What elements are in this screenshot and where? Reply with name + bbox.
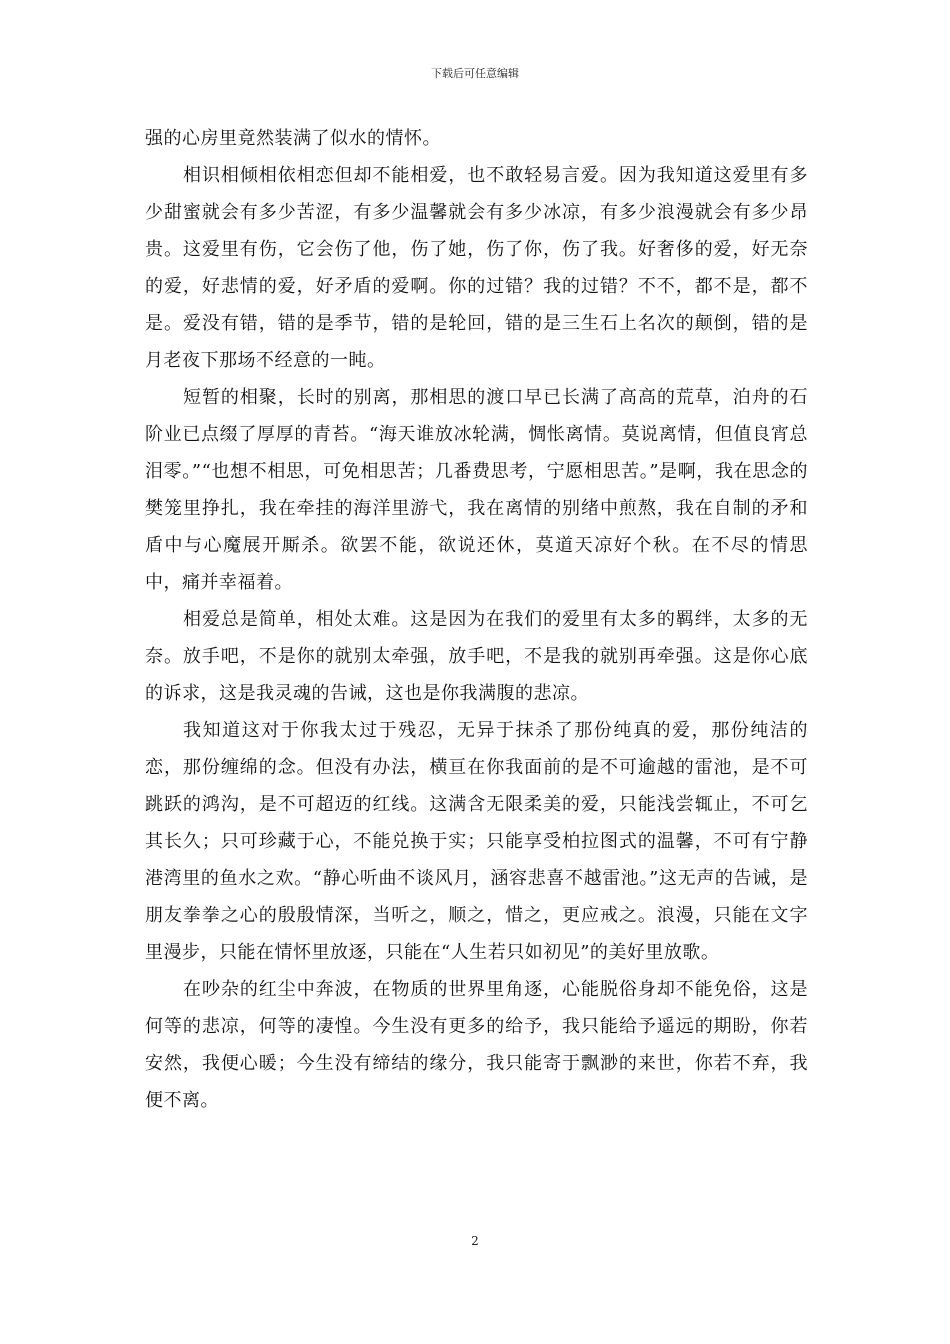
paragraph: 短暂的相聚，长时的别离，那相思的渡口早已长满了高高的荒草，泊舟的石阶业已点缀了厚厚的青苔。“海天谁放冰轮满，惆怅离情。莫说离情，但值良宵总泪零。”“也想不相思，可免相思苦；几番费思考，宁愿相思苦。”是啊，我在思念的樊笼里挣扎，我在牵挂的海洋里游弋，我在离情的别绪中煎熬，我在自制的矛和盾中与心魔展开厮杀。欲罢不能，欲说还休，莫道天凉好个秋。在不尽的情思中，痛并幸福着。 (145, 387, 808, 593)
paragraph: 我知道这对于你我太过于残忍，无异于抹杀了那份纯真的爱，那份纯洁的恋，那份缠绵的念。但没有办法，横亘在你我面前的是不可逾越的雷池，是不可跳跃的鸿沟，是不可超迈的红线。这满含无限柔美的爱，只能浅尝辄止，不可乞其长久；只可珍藏于心，不能兑换于实；只能享受柏拉图式的温馨，不可有宁静港湾里的鱼水之欢。“静心听曲不谈风月，涵容悲喜不越雷池。”这无声的告诫，是朋友拳拳之心的殷殷情深，当听之，顺之，惜之，更应戒之。浪漫，只能在文字里漫步，只能在情怀里放逐，只能在“人生若只如初见”的美好里放歌。 (145, 720, 808, 963)
document-body (145, 120, 808, 1119)
paragraph: 在吵杂的红尘中奔波，在物质的世界里角逐，心能脱俗身却不能免俗，这是何等的悲凉，何等的凄惶。今生没有更多的给予，我只能给予遥远的期盼，你若安然，我便心暖；今生没有缔结的缘分，我只能寄于飘渺的来世，你若不弃，我便不离。 (145, 979, 808, 1111)
paragraph: 相爱总是简单，相处太难。这是因为在我们的爱里有太多的羁绊，太多的无奈。放手吧，不是你的就别太牵强，放手吧，不是我的就别再牵强。这是你心底的诉求，这是我灵魂的告诫，这也是你我满腹的悲凉。 (145, 609, 808, 704)
page-header: 下载后可任意编辑 (431, 67, 519, 80)
paragraph: 相识相倾相依相恋但却不能相爱，也不敢轻易言爱。因为我知道这爱里有多少甜蜜就会有多少苦涩，有多少温馨就会有多少冰凉，有多少浪漫就会有多少昂贵。这爱里有伤，它会伤了他，伤了她，伤了你，伤了我。好奢侈的爱，好无奈的爱，好悲情的爱，好矛盾的爱啊。你的过错？我的过错？不不，都不是，都不是。爱没有错，错的是季节，错的是轮回，错的是三生石上名次的颠倒，错的是月老夜下那场不经意的一盹。 (145, 165, 808, 371)
paragraph-continuation: 强的心房里竟然装满了似水的情怀。 (145, 128, 441, 149)
page-number: 2 (471, 1234, 479, 1248)
